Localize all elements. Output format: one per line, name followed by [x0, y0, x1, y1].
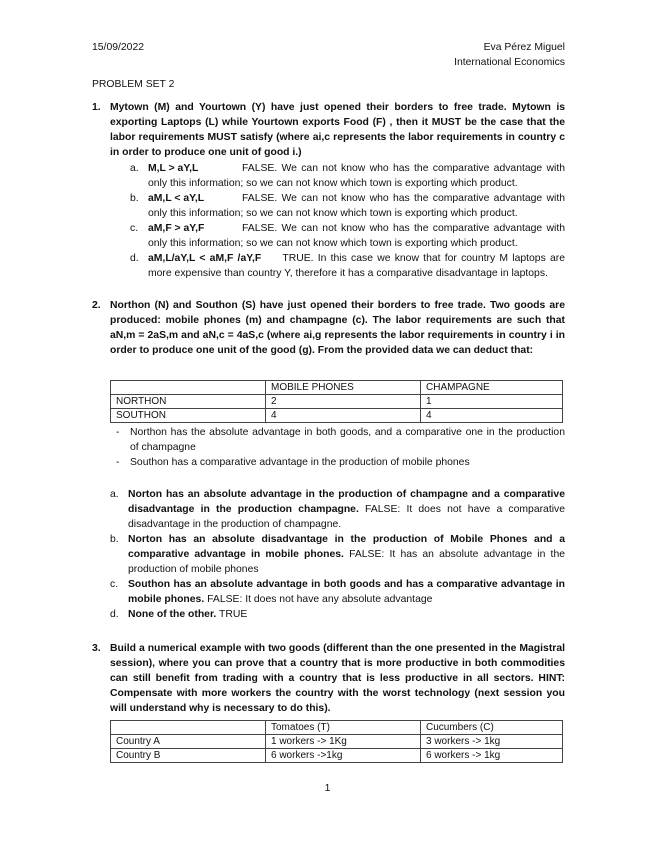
table-cell: 4 — [266, 409, 421, 423]
table-cell — [111, 721, 266, 735]
bullet-text: Southon has a comparative advantage in the production of mobile phones — [130, 457, 470, 468]
question-number: 3. — [92, 643, 101, 654]
table-cell: 2 — [266, 395, 421, 409]
question-1 — [92, 100, 565, 281]
option-answer: FALSE. We can not know who has the comparative advantage with only this information; so we can not know which town is exporting which product. — [148, 193, 565, 219]
table-header-row — [111, 721, 563, 735]
option-label: d. — [130, 253, 139, 264]
bullet-text: Northon has the absolute advantage in both goods, and a comparative one in the production of champagne — [130, 427, 565, 453]
option-answer: FALSE. We can not know who has the comparative advantage with only this information; so we can not know which town is exporting which product. — [148, 223, 565, 249]
table-cell: 1 — [421, 395, 563, 409]
option-answer: FALSE: It does not have a comparative disadvantage in the production of champagne. — [128, 504, 566, 530]
option-statement: aM,F > aY,F — [148, 223, 205, 234]
header-date: 15/09/2022 — [92, 42, 145, 53]
bullet-item: - Southon has a comparative advantage in the production of mobile phones — [110, 455, 565, 470]
question-2 — [92, 298, 565, 358]
option-item — [130, 251, 565, 281]
problem-set-title: PROBLEM SET 2 — [92, 79, 175, 90]
option-item — [130, 191, 565, 221]
header-author-block — [454, 40, 565, 70]
option-answer: TRUE — [219, 609, 248, 620]
question-3 — [92, 641, 565, 716]
option-item — [130, 221, 565, 251]
option-statement: aM,L/aY,L < aM,F /aY,F — [148, 253, 262, 264]
table-row — [111, 735, 563, 749]
header-author: Eva Pérez Miguel — [483, 42, 565, 53]
table-cell: Country A — [111, 735, 266, 749]
table-cell: NORTHON — [111, 395, 266, 409]
option-item — [110, 532, 565, 577]
table-row — [111, 749, 563, 763]
table-cell: 6 workers -> 1kg — [421, 749, 563, 763]
table-cell: Country B — [111, 749, 266, 763]
numerical-example-table — [110, 720, 563, 763]
table-cell: 1 workers -> 1Kg — [266, 735, 421, 749]
option-statement: Norton has an absolute advantage in the production of champagne and a comparative disadvantage in the production champagne. — [128, 489, 565, 515]
labor-table — [110, 380, 563, 423]
option-label: b. — [110, 534, 119, 545]
option-label: c. — [110, 579, 119, 590]
option-item — [110, 577, 565, 607]
option-answer: TRUE. In this case we know that for country M laptops are more expensive than country Y, therefore it has a comparative disadvantage in laptops. — [148, 253, 566, 279]
option-statement: M,L > aY,L — [148, 163, 199, 174]
table-header-row — [111, 381, 563, 395]
option-label: a. — [130, 163, 139, 174]
option-label: b. — [130, 193, 139, 204]
option-answer: FALSE: It has an absolute advantage in the production of mobile phones — [128, 549, 566, 575]
question-text: Northon (N) and Southon (S) have just opened their borders to free trade. Two goods are produced: mobile phones (m) and champagne (c). The labor requirements are such that aN,m = 2aS,m and aN,c = 4aS,c (where ai,g represents the labor requirements in country i in order to produce one unit of the good (g). From the provided data we can deduct that: — [110, 300, 565, 356]
table-header-cell: MOBILE PHONES — [266, 381, 421, 395]
bullet-item: - Northon has the absolute advantage in both goods, and a comparative one in the production of champagne — [116, 427, 565, 453]
option-answer: FALSE. We can not know who has the comparative advantage with only this information; so we can not know which town is exporting which product. — [148, 163, 565, 189]
table-header-cell: Cucumbers (C) — [421, 721, 563, 735]
option-item — [130, 161, 565, 191]
table-cell: 6 workers ->1kg — [266, 749, 421, 763]
header-course: International Economics — [454, 57, 565, 68]
page-number: 1 — [324, 783, 331, 794]
question-text: Mytown (M) and Yourtown (Y) have just opened their borders to free trade. Mytown is exporting Laptops (L) while Yourtown exports Food (F) , then it MUST be the case that the labor requirements MUST satisfy (where ai,c represents the labor requirements in country c in order to produce one unit of good i.) — [110, 102, 565, 158]
option-statement: Southon has an absolute advantage in both goods and has a comparative advantage in mobile phones. — [128, 579, 565, 605]
bullet-list — [110, 425, 565, 470]
option-statement: Norton has an absolute disadvantage in the production of Mobile Phones and a comparative advantage in mobile phones. — [128, 534, 565, 560]
option-statement: None of the other. — [128, 609, 217, 620]
options-list — [92, 487, 565, 622]
option-label: c. — [130, 223, 139, 234]
option-statement: aM,L < aY,L — [148, 193, 205, 204]
table-header-cell: Tomatoes (T) — [266, 721, 421, 735]
table-row — [111, 395, 563, 409]
option-item — [110, 487, 565, 532]
question-text: Build a numerical example with two goods (different than the one presented in the Magistral session), where you can prove that a country that is more productive in both commodities can still benefit from trading with a country that is less productive in all sectors. HINT: Compensate with more workers the country with the worst technology (next session you will understand why is necessary to do this). — [110, 643, 565, 714]
question-number: 2. — [92, 300, 101, 311]
table-header-cell: CHAMPAGNE — [421, 381, 563, 395]
option-label: a. — [110, 489, 119, 500]
option-label: d. — [110, 609, 119, 620]
table-cell: 3 workers -> 1kg — [421, 735, 563, 749]
table-cell — [111, 381, 266, 395]
table-cell: 4 — [421, 409, 563, 423]
options-list — [92, 161, 565, 281]
option-item — [110, 607, 565, 622]
table-cell: SOUTHON — [111, 409, 266, 423]
option-answer: FALSE: It does not have any absolute advantage — [207, 594, 433, 605]
table-row — [111, 409, 563, 423]
question-number: 1. — [92, 102, 101, 113]
